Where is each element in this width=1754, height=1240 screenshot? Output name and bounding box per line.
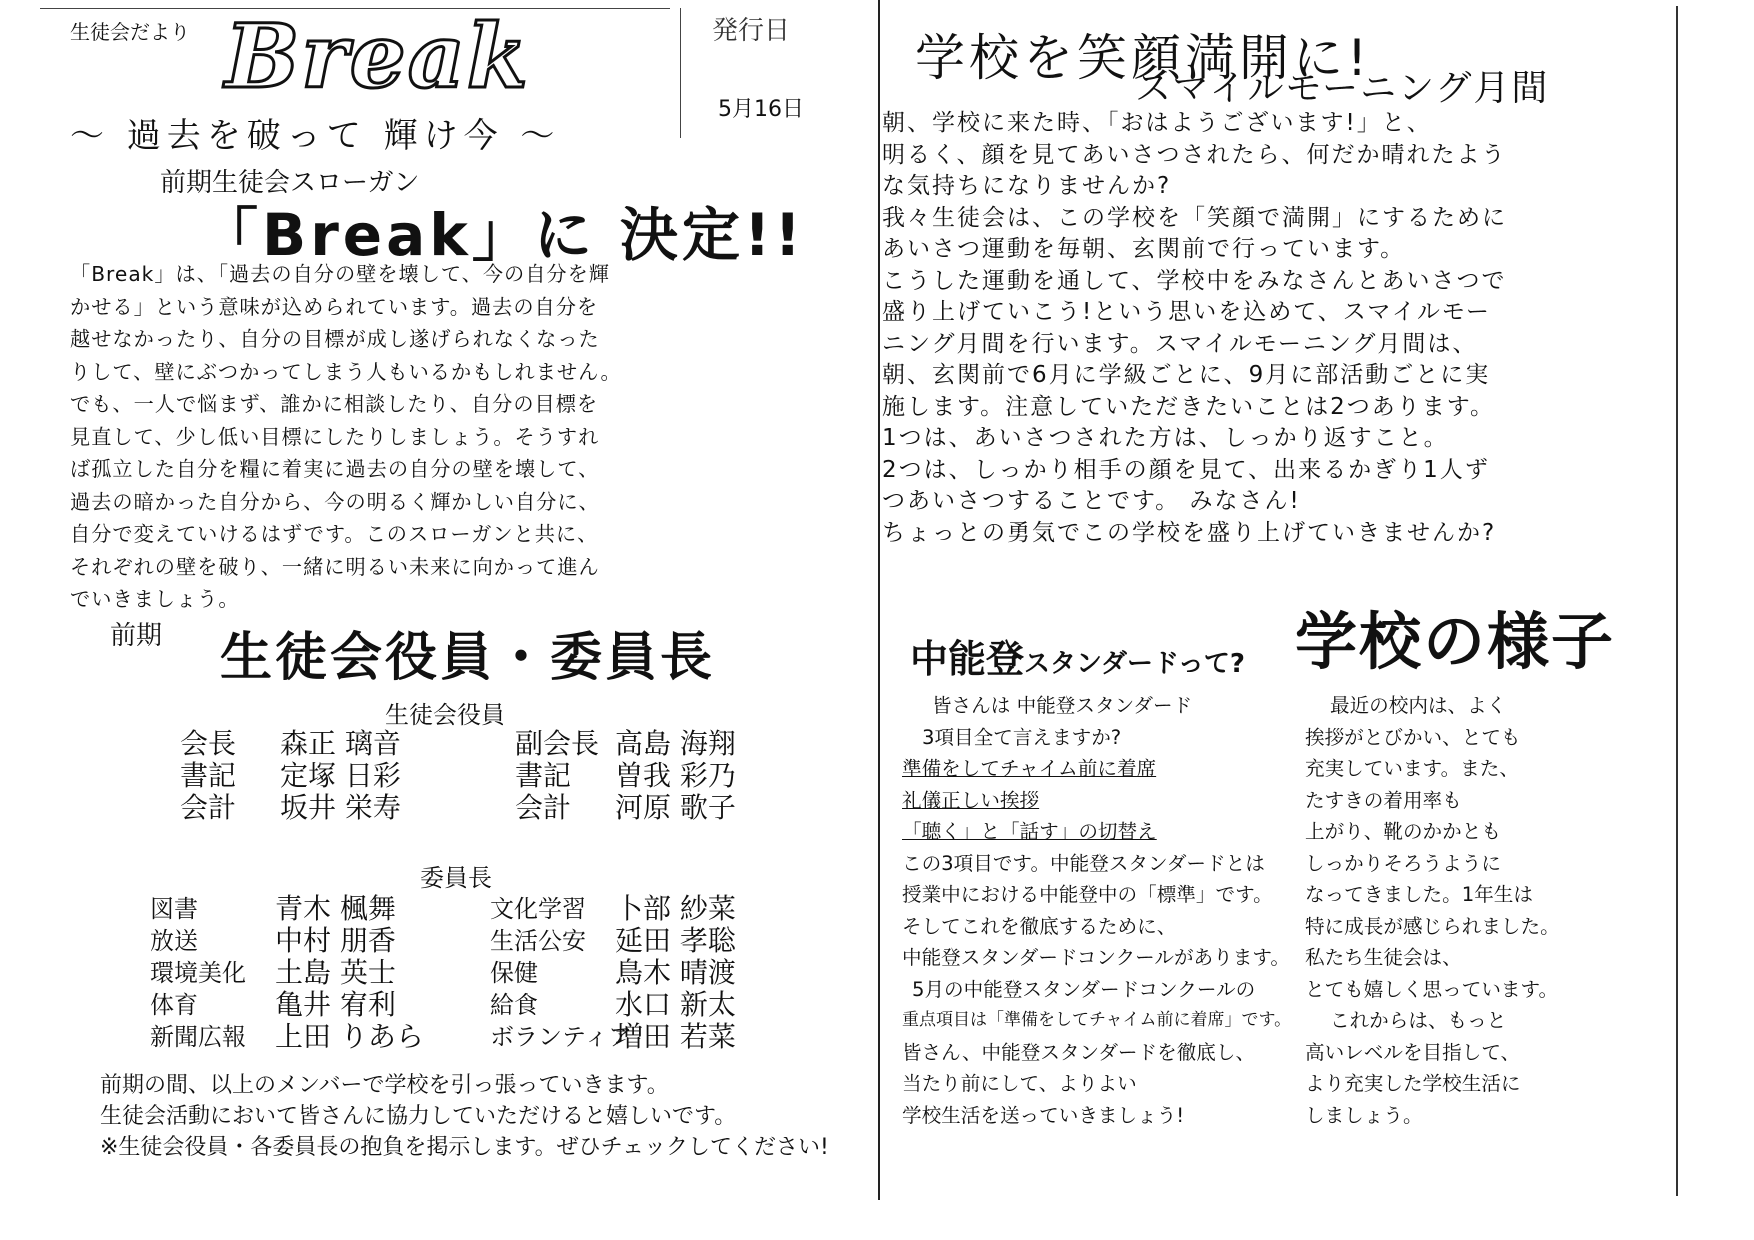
smile-line: 明るく、顔を見てあいさつされたら、何だか晴れたよう	[882, 141, 1507, 168]
school-heading: 学校の様子	[1295, 605, 1616, 678]
committee-row	[150, 1021, 425, 1053]
school-line: より充実した学校生活に	[1305, 1072, 1521, 1095]
smile-line: ニング月間を行います。スマイルモーニング月間は、	[882, 330, 1478, 357]
council-list-right	[515, 728, 795, 824]
slogan-line: 「Break」は、「過去の自分の壁を壊して、今の自分を輝	[70, 262, 610, 286]
officer-row	[515, 792, 795, 824]
committee-row	[150, 989, 425, 1021]
officer-name: 曽我 彩乃	[615, 759, 736, 792]
school-line: 特に成長が感じられました。	[1305, 914, 1560, 938]
officer-role: 書記	[515, 759, 572, 792]
slogan-line: かせる」という意味が込められています。過去の自分を	[70, 294, 599, 319]
school-column	[1305, 690, 1675, 1131]
officer-role: 会計	[515, 791, 572, 824]
officers-title: 生徒会役員・委員長	[220, 628, 716, 688]
officer-name: 河原 歌子	[615, 791, 736, 824]
standard-line: そしてこれを徹底するために、	[902, 914, 1177, 938]
issue-label: 発行日	[712, 16, 791, 46]
standard-column	[902, 690, 1292, 1131]
standard-heading-main: 中能登	[910, 637, 1025, 681]
slogan-headline: 「Break」に 決定!!	[200, 201, 805, 269]
officer-name: 高島 海翔	[615, 727, 736, 760]
smile-line: 朝、学校に来た時、「おはようございます!」と、	[882, 110, 1432, 136]
officer-name: 森正 璃音	[280, 727, 401, 760]
committee-name: 延田 孝聡	[615, 924, 736, 957]
smile-line: あいさつ運動を毎朝、玄関前で行っています。	[882, 236, 1406, 262]
header-divider	[680, 8, 681, 138]
committee-row	[490, 893, 765, 925]
smile-line: 我々生徒会は、この学校を「笑顔で満開」にするために	[882, 204, 1507, 231]
officer-name: 定塚 日彩	[280, 759, 401, 792]
committee-role: 放送	[150, 927, 198, 955]
committee-row	[490, 925, 765, 957]
school-line: 私たち生徒会は、	[1305, 946, 1462, 969]
school-line: 挨拶がとびかい、とても	[1305, 725, 1521, 749]
school-line: しましょう。	[1305, 1103, 1423, 1127]
officer-row	[180, 760, 460, 792]
standard-heading	[910, 628, 1245, 683]
slogan-label: 前期生徒会スローガン	[160, 168, 420, 198]
smile-line: 2つは、しっかり相手の顔を見て、出来るかぎり1人ず	[882, 456, 1490, 483]
smile-line: ちょっとの勇気でこの学校を盛り上げていきませんか?	[882, 519, 1497, 546]
school-line: とても嬉しく思っています。	[1305, 977, 1559, 1001]
committee-row	[150, 893, 425, 925]
committee-role: 給食	[490, 991, 538, 1019]
standard-line: 当たり前にして、よりよい	[902, 1072, 1137, 1095]
smile-title: 学校を笑顔満開に!	[915, 29, 1372, 87]
closing-line: 前期の間、以上のメンバーで学校を引っ張っていきます。	[100, 1073, 669, 1098]
standard-line: 重点項目は「準備をしてチャイム前に着席」です。	[902, 1010, 1292, 1030]
standard-intro: 皆さんは 中能登スタンダード	[932, 694, 1193, 717]
committee-name: 水口 新太	[615, 988, 736, 1021]
standard-line: 5月の中能登スタンダードコンクールの	[912, 977, 1256, 1001]
committee-role: ボランティア	[490, 1023, 633, 1051]
committee-name: 土島 英士	[275, 956, 396, 989]
right-edge-rule	[1676, 6, 1678, 1196]
standard-line: 授業中における中能登中の「標準」です。	[902, 883, 1273, 906]
standard-item: 礼儀正しい挨拶	[902, 788, 1040, 812]
officer-role: 会長	[180, 727, 237, 760]
committee-name: 亀井 宥利	[275, 988, 396, 1021]
smile-subtitle: スマイルモーニング月間	[1135, 68, 1550, 109]
committee-name: 増田 若菜	[615, 1020, 736, 1053]
smile-line: 施します。注意していただきたいことは2つあります。	[882, 393, 1495, 420]
slogan-line: 自分で変えていけるはずです。このスローガンと共に、	[70, 522, 599, 546]
officer-row	[515, 728, 795, 760]
officer-row	[180, 792, 460, 824]
committee-row	[490, 989, 765, 1021]
page-divider	[878, 0, 880, 1200]
committee-name: 卜部 紗菜	[615, 892, 736, 925]
school-line: 上がり、靴のかかとも	[1305, 820, 1501, 843]
slogan-line: 越せなかったり、自分の目標が成し遂げられなくなった	[70, 327, 600, 351]
closing-line: 生徒会活動において皆さんに協力していただけると嬉しいです。	[100, 1104, 737, 1129]
smile-body	[882, 108, 1662, 549]
committee-role: 環境美化	[150, 959, 246, 987]
officer-role: 副会長	[515, 727, 600, 760]
committee-role: 保健	[490, 959, 538, 987]
officers-closing	[100, 1070, 870, 1163]
committee-row	[490, 957, 765, 989]
officer-role: 書記	[180, 759, 237, 792]
standard-heading-small: スタンダードって?	[1024, 649, 1246, 679]
school-line: なってきました。1年生は	[1305, 883, 1533, 906]
smile-line: 盛り上げていこう!という思いを込めて、スマイルモー	[882, 299, 1491, 325]
school-line: 高いレベルを目指して、	[1305, 1040, 1521, 1064]
standard-item: 「聴く」と「話す」の切替え	[902, 820, 1157, 843]
issue-date: 5月16日	[718, 97, 804, 122]
committee-list-right	[490, 893, 765, 1053]
committee-role: 新聞広報	[150, 1023, 246, 1051]
committee-row	[150, 957, 425, 989]
slogan-line: 過去の暗かった自分から、今の明るく輝かしい自分に、	[70, 489, 600, 514]
committee-row	[150, 925, 425, 957]
standard-line: 中能登スタンダードコンクールがあります。	[902, 946, 1290, 969]
standard-intro: 3項目全て言えますか?	[922, 725, 1122, 749]
officer-role: 会計	[180, 791, 237, 824]
committee-role: 図書	[150, 895, 198, 923]
school-line: 充実しています。また、	[1305, 757, 1519, 780]
officers-prefix: 前期	[110, 621, 163, 651]
slogan-line: それぞれの壁を破り、一緒に明るい未来に向かって進ん	[70, 554, 600, 579]
closing-line: ※生徒会役員・各委員長の抱負を掲示します。ぜひチェックしてください!	[100, 1135, 829, 1160]
standard-line: 学校生活を送っていきましょう!	[902, 1103, 1185, 1127]
standard-line: この3項目です。中能登スタンダードとは	[902, 851, 1265, 875]
smile-line: こうした運動を通して、学校中をみなさんとあいさつで	[882, 267, 1507, 294]
slogan-line: りして、壁にぶつかってしまう人もいるかもしれません。	[70, 359, 622, 384]
newsletter-subtitle: 〜 過去を破って 輝け今 〜	[70, 116, 561, 156]
committee-role: 体育	[150, 991, 198, 1019]
school-line: しっかりそろうように	[1305, 851, 1501, 875]
smile-line: 1つは、あいさつされた方は、しっかり返すこと。	[882, 425, 1449, 451]
committee-heading: 委員長	[420, 864, 492, 892]
slogan-line: でいきましょう。	[70, 587, 240, 611]
committee-role: 生活公安	[490, 927, 586, 955]
officer-row	[180, 728, 460, 760]
school-line: 最近の校内は、よく	[1330, 694, 1507, 717]
slogan-line: ば孤立した自分を糧に着実に過去の自分の壁を壊して、	[70, 457, 600, 481]
slogan-line: でも、一人で悩まず、誰かに相談したり、自分の目標を	[70, 392, 599, 416]
smile-line: つあいさつすることです。 みなさん!	[882, 488, 1301, 514]
committee-name: 鳥木 晴渡	[615, 956, 736, 989]
committee-name: 上田 りあら	[275, 1020, 424, 1053]
council-heading: 生徒会役員	[385, 701, 505, 729]
officer-row	[515, 760, 795, 792]
newsletter-logo: Break	[225, 4, 530, 108]
committee-role: 文化学習	[490, 895, 586, 923]
school-line: たすきの着用率も	[1305, 788, 1462, 812]
committee-name: 中村 朋香	[275, 924, 396, 957]
newsletter-name: 生徒会だより	[70, 20, 190, 44]
school-line: これからは、もっと	[1330, 1009, 1507, 1032]
smile-line: な気持ちになりませんか?	[882, 173, 1172, 199]
smile-line: 朝、玄関前で6月に学級ごとに、9月に部活動ごとに実	[882, 362, 1491, 388]
committee-list-left	[150, 893, 425, 1053]
committee-row	[490, 1021, 765, 1053]
slogan-body	[70, 258, 860, 616]
standard-item: 準備をしてチャイム前に着席	[902, 757, 1157, 780]
slogan-line: 見直して、少し低い目標にしたりしましょう。そうすれ	[70, 424, 600, 449]
committee-name: 青木 楓舞	[275, 892, 396, 925]
officer-name: 坂井 栄寿	[280, 791, 401, 824]
council-list-left	[180, 728, 460, 824]
standard-line: 皆さん、中能登スタンダードを徹底し、	[902, 1040, 1256, 1064]
